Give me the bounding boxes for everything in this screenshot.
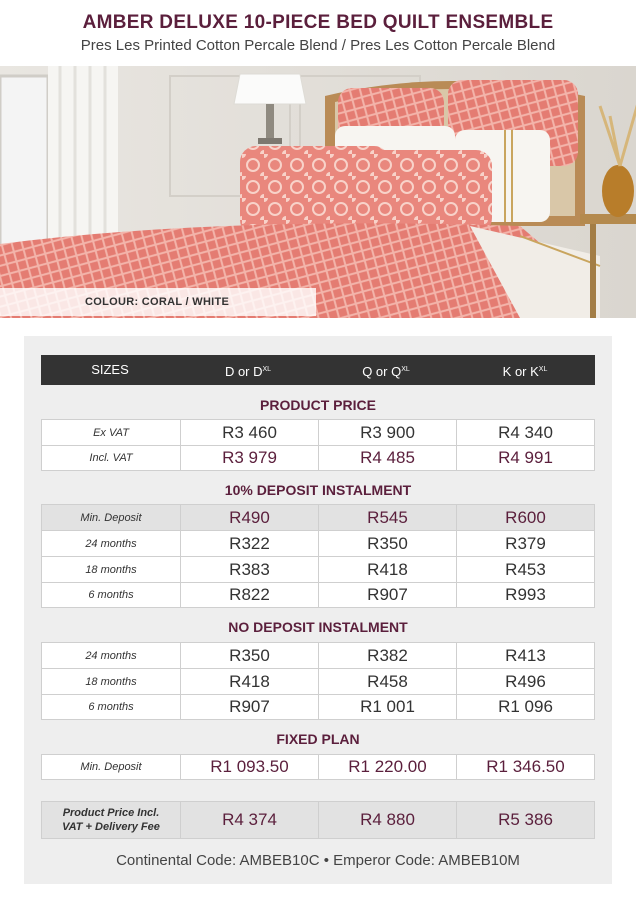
- table-row: [41, 754, 595, 780]
- page-subtitle: Pres Les Printed Cotton Percale Blend / Pres Les Cotton Percale Blend: [80, 37, 556, 54]
- table-row: [41, 642, 595, 668]
- row-label: Min. Deposit: [80, 761, 142, 773]
- price-cell: R4 485: [318, 446, 456, 470]
- price-cell: R4 880: [318, 802, 456, 838]
- product-photo: [0, 66, 636, 318]
- section-no-deposit-instalment: NO DEPOSIT INSTALMENT: [228, 619, 408, 635]
- table-row: [41, 668, 595, 694]
- header-size-d: [179, 355, 317, 385]
- price-cell: R496: [456, 669, 594, 694]
- table-row: [41, 694, 595, 720]
- emperor-code-label: Emperor Code:: [333, 852, 435, 869]
- colour-label: [0, 288, 316, 316]
- price-cell: R379: [456, 531, 594, 556]
- header-size-q: [317, 355, 455, 385]
- continental-code: AMBEB10C: [239, 852, 320, 869]
- header-size-q-text: Q or Q: [362, 364, 402, 379]
- price-cell: R350: [318, 531, 456, 556]
- price-cell: R1 093.50: [180, 755, 318, 779]
- header-size-d-sup: XL: [262, 366, 272, 373]
- section-fixed-plan: FIXED PLAN: [276, 731, 360, 747]
- price-cell: R453: [456, 557, 594, 582]
- section-product-price: PRODUCT PRICE: [260, 397, 376, 413]
- price-cell: R1 220.00: [318, 755, 456, 779]
- table-row: [41, 445, 595, 471]
- price-cell: R600: [456, 505, 594, 530]
- table-row: [41, 504, 595, 530]
- table-header: [41, 355, 595, 385]
- price-cell: R822: [180, 583, 318, 607]
- header-size-k-sup: XL: [538, 366, 548, 373]
- price-cell: R907: [318, 583, 456, 607]
- row-label: 24 months: [85, 537, 137, 550]
- table-row: [41, 530, 595, 556]
- price-cell: R350: [180, 643, 318, 668]
- page-header: [0, 0, 636, 66]
- total-label-line1: Product Price Incl.: [62, 807, 160, 819]
- price-cell: R413: [456, 643, 594, 668]
- row-label: Incl. VAT: [89, 452, 133, 464]
- row-label: 6 months: [88, 701, 134, 713]
- price-cell: R1 001: [318, 695, 456, 719]
- table-row: [41, 582, 595, 608]
- product-codes: [24, 852, 612, 869]
- section-deposit-instalment: 10% DEPOSIT INSTALMENT: [224, 482, 412, 498]
- table-row: [41, 419, 595, 445]
- header-sizes: SIZES: [91, 362, 129, 377]
- total-label-line2: VAT + Delivery Fee: [62, 821, 160, 833]
- row-label: Ex VAT: [93, 426, 129, 439]
- emperor-code: AMBEB10M: [438, 852, 520, 869]
- price-cell: R490: [180, 505, 318, 530]
- price-cell: R322: [180, 531, 318, 556]
- header-size-q-sup: XL: [401, 366, 410, 373]
- price-cell: R383: [180, 557, 318, 582]
- price-cell: R458: [318, 669, 456, 694]
- total-label: [62, 806, 160, 834]
- price-cell: R3 979: [180, 446, 318, 470]
- price-cell: R3 460: [180, 420, 318, 445]
- price-cell: R418: [318, 557, 456, 582]
- row-label: 24 months: [85, 649, 137, 662]
- row-label: 6 months: [88, 589, 134, 601]
- price-cell: R4 991: [456, 446, 594, 470]
- colour-label-text: COLOUR: CORAL / WHITE: [85, 296, 230, 308]
- price-cell: R1 346.50: [456, 755, 594, 779]
- row-label: [42, 802, 180, 838]
- row-label: 18 months: [85, 675, 137, 688]
- price-cell: R382: [318, 643, 456, 668]
- header-size-k-text: K or K: [502, 364, 539, 379]
- price-cell: R5 386: [456, 802, 594, 838]
- price-cell: R4 374: [180, 802, 318, 838]
- page-title: AMBER DELUXE 10-PIECE BED QUILT ENSEMBLE: [82, 12, 554, 33]
- price-cell: R1 096: [456, 695, 594, 719]
- code-separator: •: [323, 852, 329, 869]
- header-size-d-text: D or D: [224, 364, 263, 379]
- row-label: 18 months: [85, 563, 137, 576]
- header-size-k: [455, 355, 595, 385]
- price-cell: R545: [318, 505, 456, 530]
- price-cell: R3 900: [318, 420, 456, 445]
- price-cell: R993: [456, 583, 594, 607]
- price-cell: R418: [180, 669, 318, 694]
- continental-code-label: Continental Code:: [116, 852, 237, 869]
- price-cell: R907: [180, 695, 318, 719]
- table-row: [41, 556, 595, 582]
- table-row-total: [41, 801, 595, 839]
- price-cell: R4 340: [456, 420, 594, 445]
- row-label: Min. Deposit: [80, 511, 142, 524]
